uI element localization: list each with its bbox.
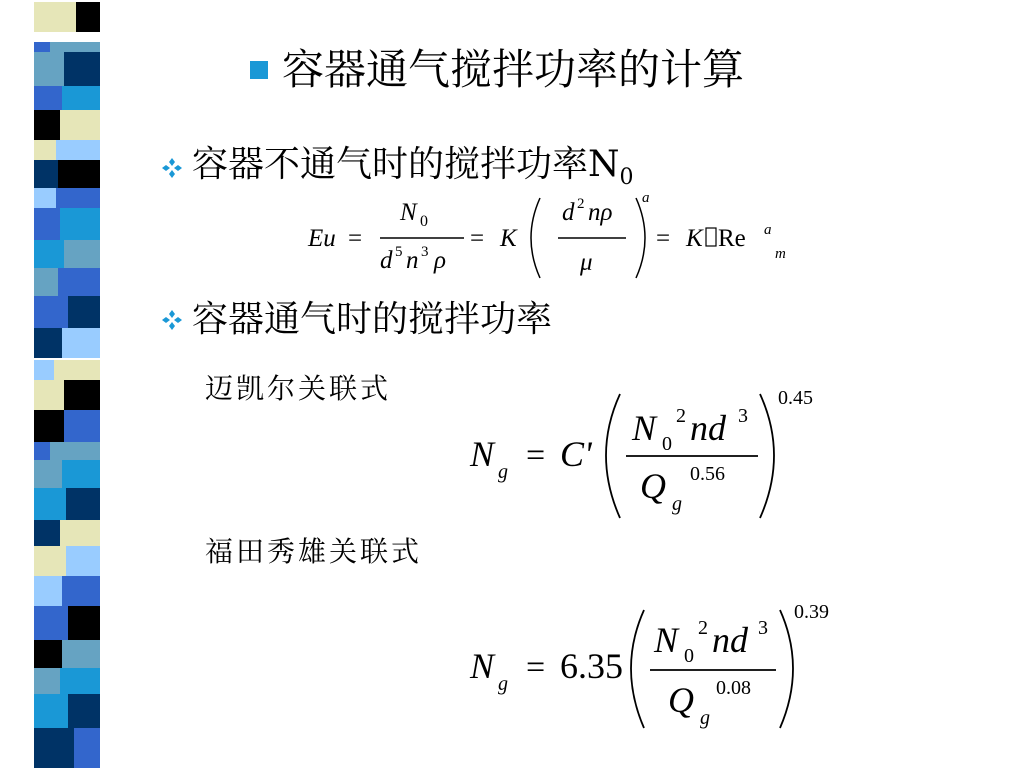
right-paren xyxy=(636,198,645,278)
bullet-text: 容器通气时的搅拌功率 xyxy=(192,299,553,340)
strip-block xyxy=(34,728,74,768)
formula-text: g xyxy=(700,707,710,729)
formula-text: 6.35 xyxy=(560,646,623,686)
diamond-bullet-icon xyxy=(160,308,184,332)
formula-text: K xyxy=(500,225,517,252)
strip-block xyxy=(34,2,76,32)
right-paren xyxy=(760,394,774,518)
formula-text: N xyxy=(654,620,679,660)
formula-text: g xyxy=(672,493,682,515)
formula-text: K xyxy=(686,225,703,252)
formula-text: 0 xyxy=(420,213,428,230)
formula-text: N xyxy=(470,434,495,474)
formula-text: 2 xyxy=(676,405,686,427)
strip-block xyxy=(34,208,60,244)
left-paren xyxy=(606,394,620,518)
bullet-text: 容器不通气时的搅拌功率$N_0$ xyxy=(192,144,634,190)
formula-text: C' xyxy=(560,434,592,474)
strip-block xyxy=(68,606,100,642)
formula-text: g xyxy=(498,673,508,695)
formula-text: 5 xyxy=(395,244,403,260)
formula-text: = xyxy=(348,225,363,252)
decorative-strip xyxy=(34,0,100,768)
title-square-bullet-icon xyxy=(250,61,268,79)
formula-text: N xyxy=(632,408,657,448)
formula-text: nd xyxy=(712,620,748,660)
bullet-aeration xyxy=(160,298,552,342)
strip-block xyxy=(76,2,100,32)
right-paren xyxy=(780,610,793,728)
strip-block xyxy=(60,208,100,244)
formula-text: a xyxy=(764,222,772,238)
formula-text: Eu xyxy=(308,225,336,252)
formula-text: nρ xyxy=(588,199,613,226)
fukuda-formula xyxy=(460,600,850,738)
strip-block xyxy=(34,546,66,580)
formula-text: μ xyxy=(580,249,593,276)
formula-text: d xyxy=(380,247,393,274)
placeholder-box-glyph xyxy=(706,228,716,246)
formula-text: 3 xyxy=(421,244,429,260)
formula-text: ρ xyxy=(434,247,446,274)
strip-block xyxy=(66,488,100,524)
michel-formula xyxy=(460,380,840,528)
formula-text: N xyxy=(400,199,417,226)
left-paren xyxy=(531,198,540,278)
formula-text: = xyxy=(656,225,671,252)
formula-text: 0.56 xyxy=(690,463,725,485)
formula-text: 0.08 xyxy=(716,677,751,699)
fukuda-correlation-label: 福田秀雄关联式 xyxy=(205,535,423,568)
strip-block xyxy=(66,546,100,580)
formula-text: 2 xyxy=(577,196,585,212)
diamond-bullet-icon xyxy=(160,156,184,180)
formula-text: = xyxy=(470,225,485,252)
formula-text: 0.45 xyxy=(778,387,813,409)
formula-text: 2 xyxy=(698,617,708,639)
formula-text: Q xyxy=(640,466,666,506)
michel-correlation-label: 迈凯尔关联式 xyxy=(205,372,392,405)
strip-block xyxy=(34,606,68,642)
formula-text: N xyxy=(470,646,495,686)
slide-title xyxy=(250,44,744,96)
formula-text: = xyxy=(526,649,546,686)
formula-text: 3 xyxy=(758,617,768,639)
strip-block xyxy=(34,328,62,358)
formula-text: g xyxy=(498,461,508,483)
formula-text: nd xyxy=(690,408,726,448)
formula-text: d xyxy=(562,199,575,226)
strip-block xyxy=(34,488,66,524)
bullet-no-aeration xyxy=(160,143,634,192)
formula-text: n xyxy=(406,247,419,274)
left-paren xyxy=(631,610,644,728)
formula-text: Re xyxy=(718,225,746,252)
formula-text: Q xyxy=(668,680,694,720)
title-text: 容器通气搅拌功率的计算 xyxy=(282,45,745,94)
formula-text: a xyxy=(642,190,650,206)
formula-text: m xyxy=(775,246,786,262)
euler-number-formula xyxy=(300,188,800,284)
formula-text: 0 xyxy=(662,433,672,455)
strip-block xyxy=(62,328,100,358)
formula-text: 0.39 xyxy=(794,601,829,623)
strip-block xyxy=(74,728,100,768)
formula-text: = xyxy=(526,437,546,474)
formula-text: 3 xyxy=(738,405,748,427)
formula-text: 0 xyxy=(684,645,694,667)
